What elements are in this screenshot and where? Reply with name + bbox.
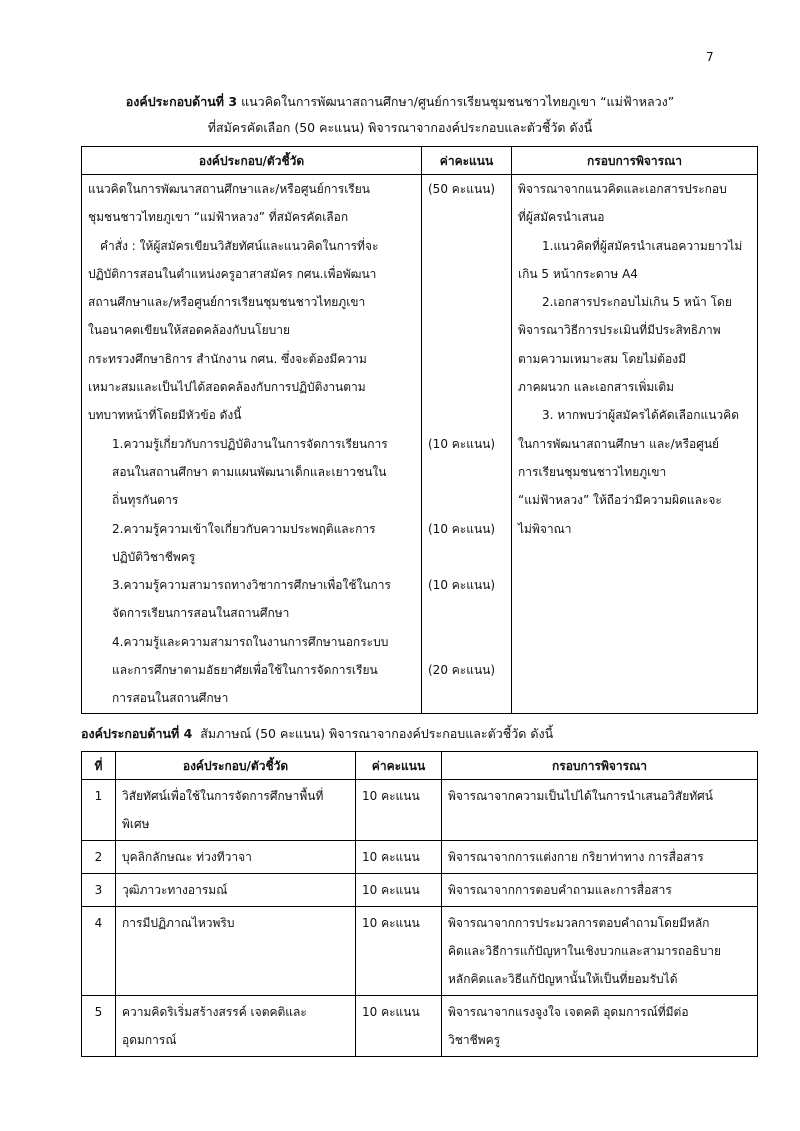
framework-line: พิจารณาจากการตอบคำถามและการสื่อสาร xyxy=(448,883,672,897)
row-number: 2 xyxy=(82,841,116,874)
s3-framework-line: “แม่ฟ้าหลวง” ให้ถือว่ามีความผิดและจะ xyxy=(518,493,722,508)
row-framework xyxy=(442,841,758,874)
row-number: 1 xyxy=(82,780,116,841)
s3-framework-line: 1.แนวคิดที่ผู้สมัครนำเสนอความยาวไม่ xyxy=(542,238,743,253)
row-criteria xyxy=(116,874,356,907)
row-framework xyxy=(442,780,758,841)
score-item-4: (20 คะแนน) xyxy=(428,663,496,678)
s3-line: ปฏิบัติวิชาชีพครู xyxy=(112,549,196,564)
framework-line: วิชาชีพครู xyxy=(448,1033,501,1047)
row-number: 5 xyxy=(82,996,116,1057)
section4-header-row xyxy=(82,752,758,780)
s3-line: บทบาทหน้าที่โดยมีหัวข้อ ดังนี้ xyxy=(88,408,242,423)
section3-header-row xyxy=(82,147,758,175)
criteria-line: พิเศษ xyxy=(122,817,150,831)
section4-header-framework: กรอบการพิจารณา xyxy=(442,752,758,780)
section3-criteria-cell xyxy=(82,175,422,714)
row-score: 10 คะแนน xyxy=(356,996,442,1057)
s3-framework-line: ตามความเหมาะสม โดยไม่ต้องมี xyxy=(518,351,686,366)
row-score: 10 คะแนน xyxy=(356,907,442,996)
framework-line: พิจารณาจากการประมวลการตอบคำถามโดยมีหลัก xyxy=(448,916,710,930)
s3-line: สถานศึกษาและ/หรือศูนย์การเรียนชุมชนชาวไทยภูเขา xyxy=(88,295,366,310)
section4-header-no: ที่ xyxy=(82,752,116,780)
row-criteria xyxy=(116,780,356,841)
framework-line: หลักคิดและวิธีแก้ปัญหานั้นให้เป็นที่ยอมรับได้ xyxy=(448,972,678,986)
row-score: 10 คะแนน xyxy=(356,780,442,841)
row-framework xyxy=(442,874,758,907)
row-criteria xyxy=(116,907,356,996)
s3-line: จัดการเรียนการสอนในสถานศึกษา xyxy=(112,606,290,621)
framework-line: พิจารณาจากแรงจูงใจ เจตคติ อุดมการณ์ที่มีต่อ xyxy=(448,1005,689,1019)
s3-line: คำสั่ง : ให้ผู้สมัครเขียนวิสัยทัศน์และแนวคิดในการที่จะ xyxy=(100,238,379,253)
s3-line: เหมาะสมและเป็นไปได้สอดคล้องกับการปฏิบัติงานตาม xyxy=(88,380,366,395)
table-row xyxy=(82,780,758,841)
section4-header-score: ค่าคะแนน xyxy=(356,752,442,780)
s3-line: สอนในสถานศึกษา ตามแผนพัฒนาเด็กและเยาวชนใน xyxy=(112,464,387,479)
s3-line: ชุมชนชาวไทยภูเขา “แม่ฟ้าหลวง” ที่สมัครคัดเลือก xyxy=(88,210,349,225)
s3-line: การสอนในสถานศึกษา xyxy=(112,691,229,706)
row-criteria xyxy=(116,841,356,874)
s3-line: และการศึกษาตามอัธยาศัยเพื่อใช้ในการจัดการเรียน xyxy=(112,663,378,678)
s3-framework-line: พิจารณาจากแนวคิดและเอกสารประกอบ xyxy=(518,182,727,196)
row-score: 10 คะแนน xyxy=(356,841,442,874)
criteria-line: ความคิดริเริ่มสร้างสรรค์ เจตคติและ xyxy=(122,1005,307,1019)
row-framework xyxy=(442,996,758,1057)
section4-header-criteria: องค์ประกอบ/ตัวชี้วัด xyxy=(116,752,356,780)
s3-line: 3.ความรู้ความสามารถทางวิชาการศึกษาเพื่อใช้ในการ xyxy=(112,578,391,593)
s3-line: ปฏิบัติการสอนในตำแหน่งครูอาสาสมัคร กศน.เพื่อพัฒนา xyxy=(88,266,377,281)
row-criteria xyxy=(116,996,356,1057)
s3-framework-line: ในการพัฒนาสถานศึกษา และ/หรือศูนย์ xyxy=(518,436,720,451)
s3-line: 2.ความรู้ความเข้าใจเกี่ยวกับความประพฤติและการ xyxy=(112,521,376,536)
criteria-line: การมีปฏิภาณไหวพริบ xyxy=(122,916,235,930)
section3-heading-rest: แนวคิดในการพัฒนาสถานศึกษา/ศูนย์การเรียนชุมชนชาวไทยภูเขา “แม่ฟ้าหลวง” xyxy=(237,94,675,109)
score-item-3: (10 คะแนน) xyxy=(428,578,496,593)
criteria-line: อุดมการณ์ xyxy=(122,1033,177,1047)
table-row xyxy=(82,841,758,874)
s3-line: 4.ความรู้และความสามารถในงานการศึกษานอกระบบ xyxy=(112,634,389,649)
criteria-line: วิสัยทัศน์เพื่อใช้ในการจัดการศึกษาพื้นที่ xyxy=(122,789,324,803)
section3-score-cell xyxy=(422,175,512,714)
score-total: (50 คะแนน) xyxy=(428,182,496,196)
s3-line: 1.ความรู้เกี่ยวกับการปฏิบัติงานในการจัดการเรียนการ xyxy=(112,436,388,451)
s3-line: กระทรวงศึกษาธิการ สำนักงาน กศน. ซึ่งจะต้องมีความ xyxy=(88,351,367,366)
row-score: 10 คะแนน xyxy=(356,874,442,907)
section3-framework-cell xyxy=(512,175,758,714)
s3-framework-line: พิจารณาวิธีการประเมินที่มีประสิทธิภาพ xyxy=(518,323,721,338)
section4-heading-rest: สัมภาษณ์ (50 คะแนน) พิจารณาจากองค์ประกอบและตัวชี้วัด ดังนี้ xyxy=(192,726,554,741)
framework-line: คิดและวิธีการแก้ปัญหาในเชิงบวกและสามารถอธิบาย xyxy=(448,944,722,958)
section3-heading xyxy=(0,93,800,111)
section3-table xyxy=(81,146,758,714)
section3-heading-line2: ที่สมัครคัดเลือก (50 คะแนน) พิจารณาจากองค์ประกอบและตัวชี้วัด ดังนี้ xyxy=(207,120,593,135)
criteria-line: วุฒิภาวะทางอารมณ์ xyxy=(122,883,228,897)
s3-framework-line: 3. หากพบว่าผู้สมัครได้คัดเลือกแนวคิด xyxy=(542,408,739,423)
table-row xyxy=(82,996,758,1057)
framework-line: พิจารณาจากความเป็นไปได้ในการนำเสนอวิสัยทัศน์ xyxy=(448,789,713,803)
score-item-1: (10 คะแนน) xyxy=(428,436,496,451)
s3-line: ในอนาคตเขียนให้สอดคล้องกับนโยบาย xyxy=(88,323,291,338)
s3-framework-line: ภาคผนวก และเอกสารเพิ่มเติม xyxy=(518,380,675,395)
section3-body-row xyxy=(82,175,758,714)
section4-table xyxy=(81,751,758,1057)
framework-line: พิจารณาจากการแต่งกาย กริยาท่าทาง การสื่อสาร xyxy=(448,850,704,864)
section3-heading-bold: องค์ประกอบด้านที่ 3 xyxy=(125,94,238,109)
s3-framework-line: การเรียนชุมชนชาวไทยภูเขา xyxy=(518,464,667,479)
section4-heading xyxy=(81,724,553,744)
page-number: 7 xyxy=(706,50,714,64)
row-number: 3 xyxy=(82,874,116,907)
criteria-line: บุคลิกลักษณะ ท่วงทีวาจา xyxy=(122,850,252,864)
s3-framework-line: ที่ผู้สมัครนำเสนอ xyxy=(518,210,605,225)
section3-header-score: ค่าคะแนน xyxy=(422,147,512,175)
s3-framework-line: เกิน 5 หน้ากระดาษ A4 xyxy=(518,266,638,281)
s3-framework-line: ไม่พิจาณา xyxy=(518,521,572,536)
s3-line: แนวคิดในการพัฒนาสถานศึกษาและ/หรือศูนย์การเรียน xyxy=(88,182,370,196)
table-row xyxy=(82,907,758,996)
s3-framework-line: 2.เอกสารประกอบไม่เกิน 5 หน้า โดย xyxy=(542,295,732,310)
section4-heading-bold: องค์ประกอบด้านที่ 4 xyxy=(81,726,193,741)
score-item-2: (10 คะแนน) xyxy=(428,521,496,536)
row-framework xyxy=(442,907,758,996)
row-number: 4 xyxy=(82,907,116,996)
s3-line: ถิ่นทุรกันดาร xyxy=(112,493,179,508)
section3-header-framework: กรอบการพิจารณา xyxy=(512,147,758,175)
section3-header-criteria: องค์ประกอบ/ตัวชี้วัด xyxy=(82,147,422,175)
table-row xyxy=(82,874,758,907)
